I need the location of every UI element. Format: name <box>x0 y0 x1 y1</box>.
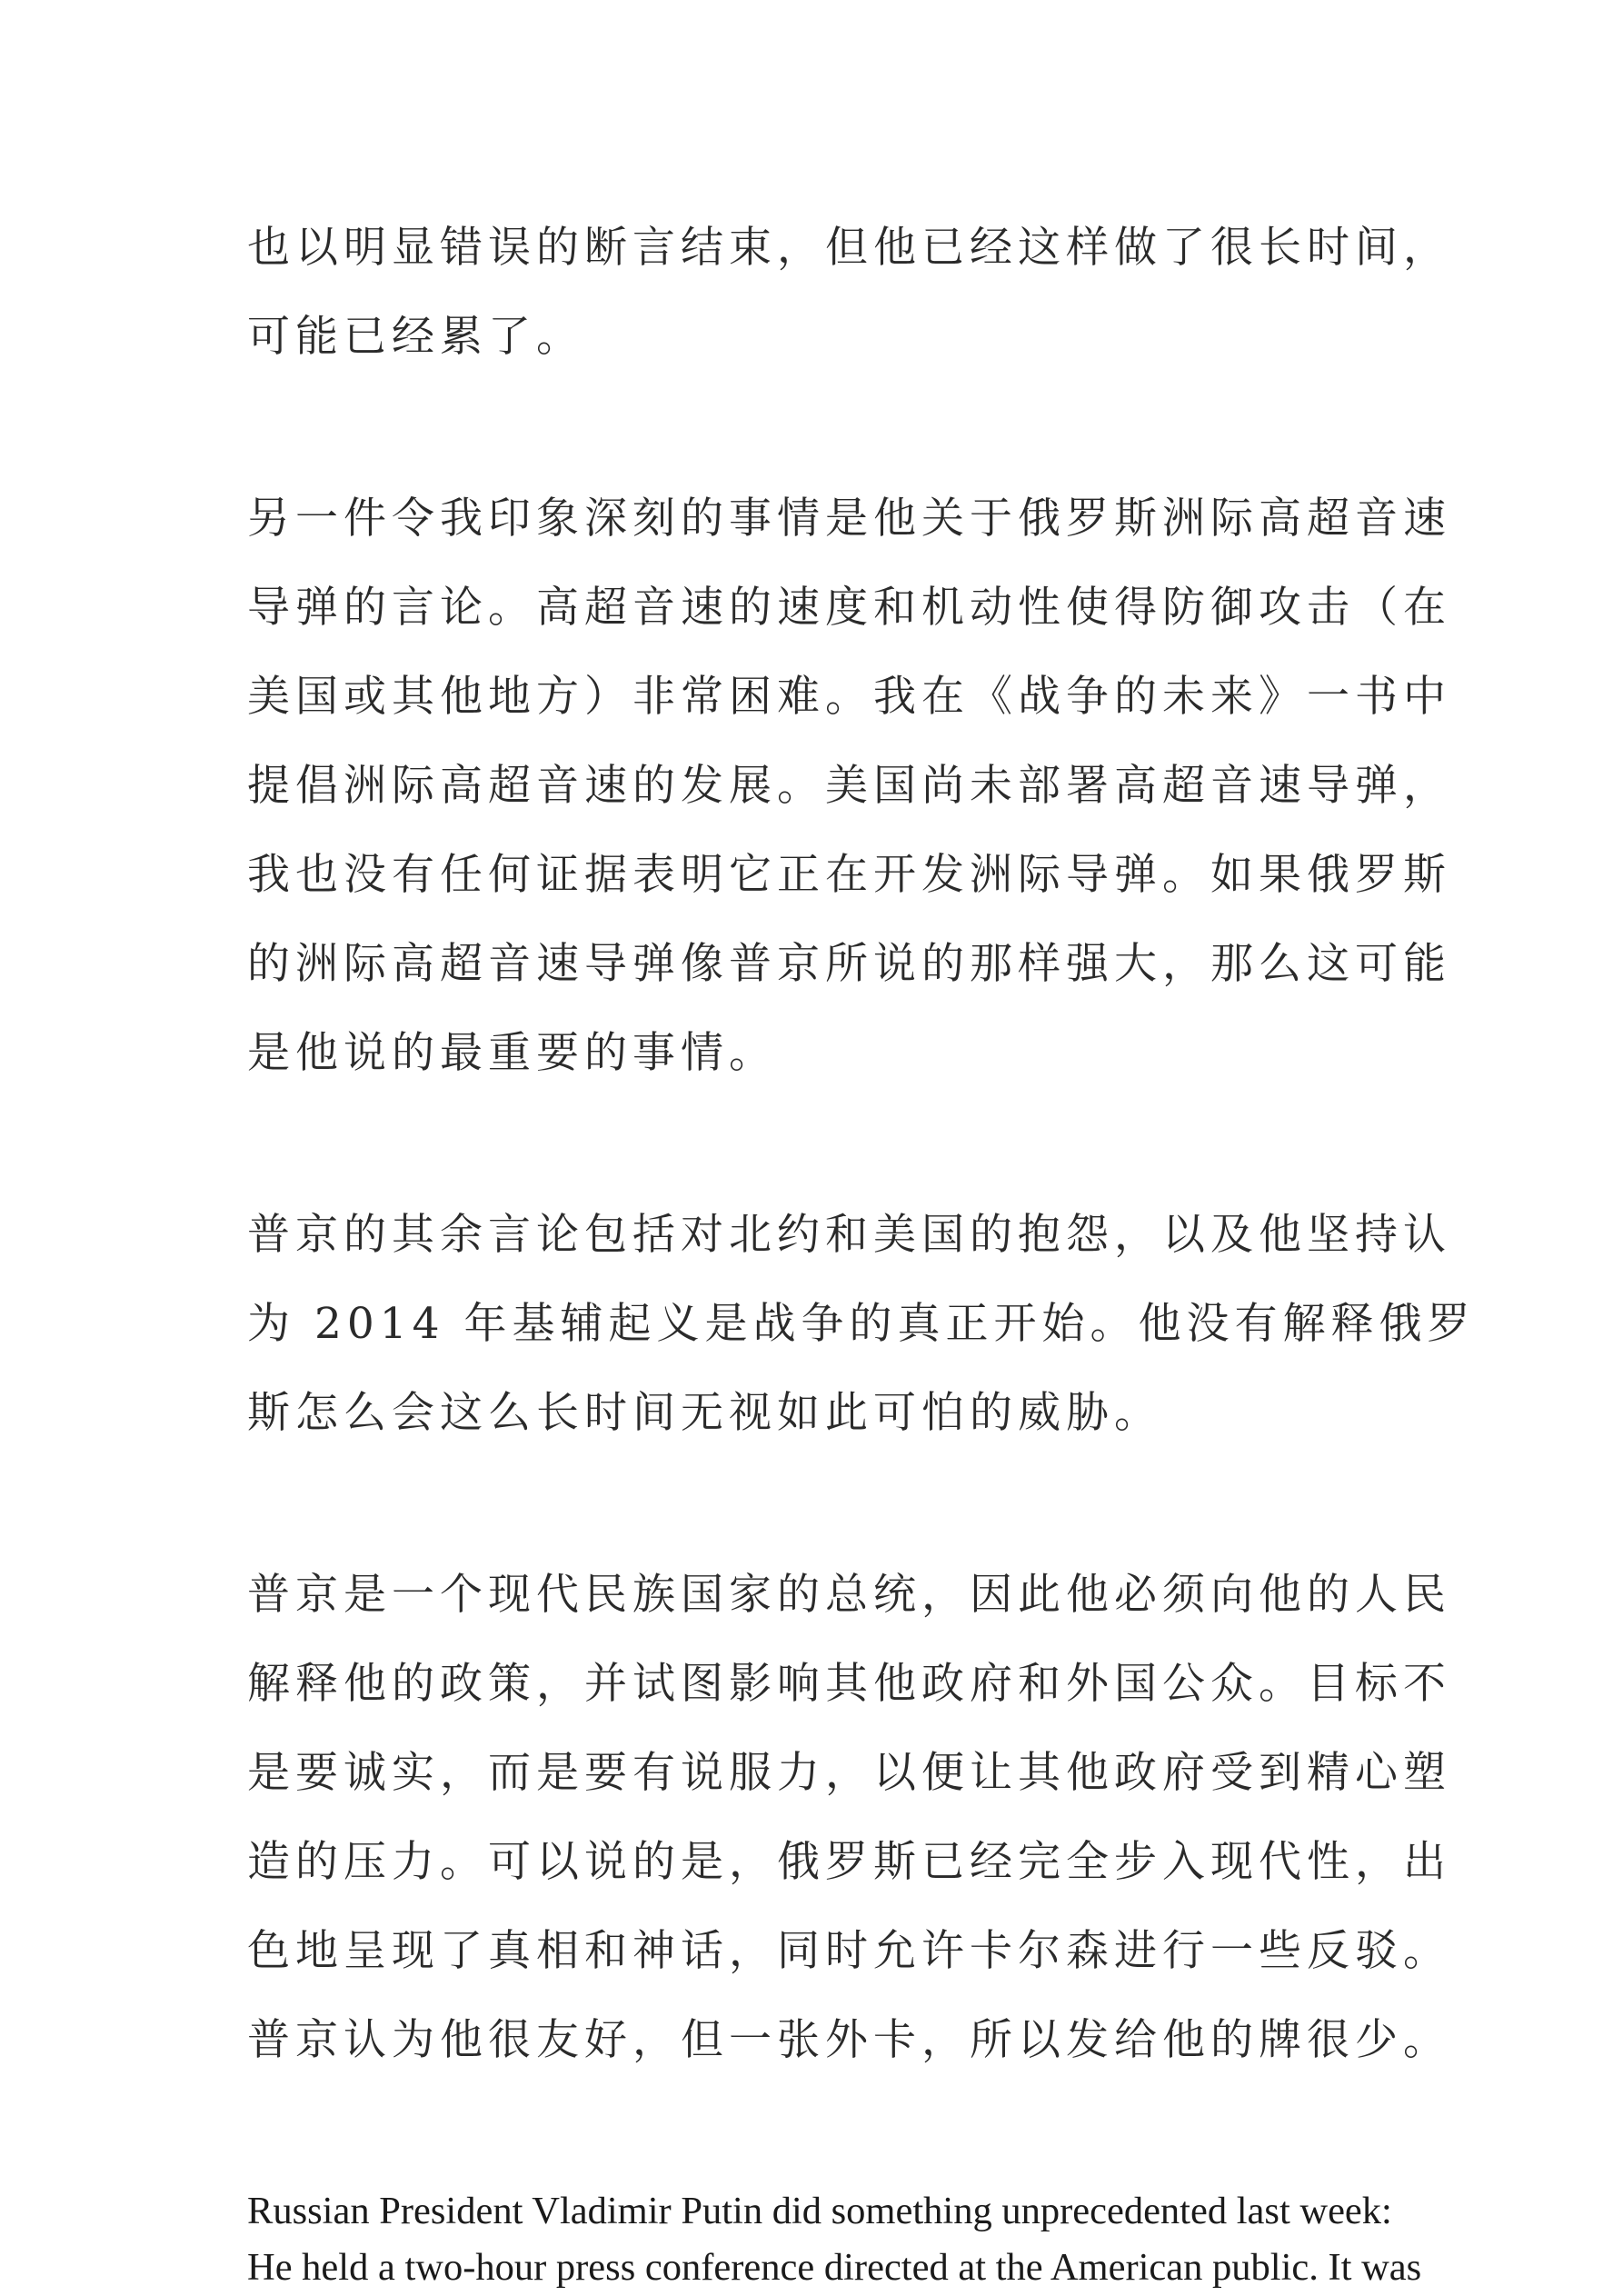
text-line: 解释他的政策，并试图影响其他政府和外国公众。目标不 <box>247 1659 1451 1709</box>
paragraph-chinese-1 <box>247 204 1451 382</box>
text-line: 色地呈现了真相和神话，同时允许卡尔森进行一些反驳。 <box>247 1926 1451 1976</box>
text-line: He held a two-hour press conference directed at the American public. It was <box>247 2246 1422 2289</box>
text-line: 可能已经累了。 <box>247 312 584 362</box>
document-body <box>247 204 1476 2296</box>
paragraph-chinese-3 <box>247 1191 1476 1458</box>
text-line: 是要诚实，而是要有说服力，以便让其他政府受到精心塑 <box>247 1748 1451 1798</box>
text-line: 我也没有任何证据表明它正在开发洲际导弹。如果俄罗斯 <box>247 850 1451 900</box>
text-line: 造的压力。可以说的是，俄罗斯已经完全步入现代性，出 <box>247 1837 1451 1887</box>
text-line: 普京是一个现代民族国家的总统，因此他必须向他的人民 <box>247 1570 1451 1620</box>
text-line: 美国或其他地方）非常困难。我在《战争的未来》一书中 <box>247 672 1451 722</box>
text-line: 普京认为他很友好，但一张外卡，所以发给他的牌很少。 <box>247 2015 1451 2065</box>
text-line: 是他说的最重要的事情。 <box>247 1028 777 1078</box>
text-line: 普京的其余言论包括对北约和美国的抱怨，以及他坚持认 <box>247 1210 1451 1260</box>
paragraph-chinese-2 <box>247 474 1451 1098</box>
text-line: 也以明显错误的断言结束，但他已经这样做了很长时间， <box>247 223 1451 273</box>
text-line: 导弹的言论。高超音速的速度和机动性使得防御攻击（在 <box>247 583 1451 633</box>
text-line: 的洲际高超音速导弹像普京所说的那样强大，那么这可能 <box>247 939 1451 989</box>
paragraph-english <box>247 2178 1422 2296</box>
text-line: 提倡洲际高超音速的发展。美国尚未部署高超音速导弹， <box>247 761 1451 811</box>
text-line: 另一件令我印象深刻的事情是他关于俄罗斯洲际高超音速 <box>247 494 1451 544</box>
text-line: 为 2014 年基辅起义是战争的真正开始。他没有解释俄罗 <box>247 1299 1476 1349</box>
paragraph-chinese-4 <box>247 1551 1451 2085</box>
text-line: 斯怎么会这么长时间无视如此可怕的威胁。 <box>247 1388 1162 1438</box>
text-line: Russian President Vladimir Putin did something unprecedented last week: <box>247 2190 1392 2232</box>
